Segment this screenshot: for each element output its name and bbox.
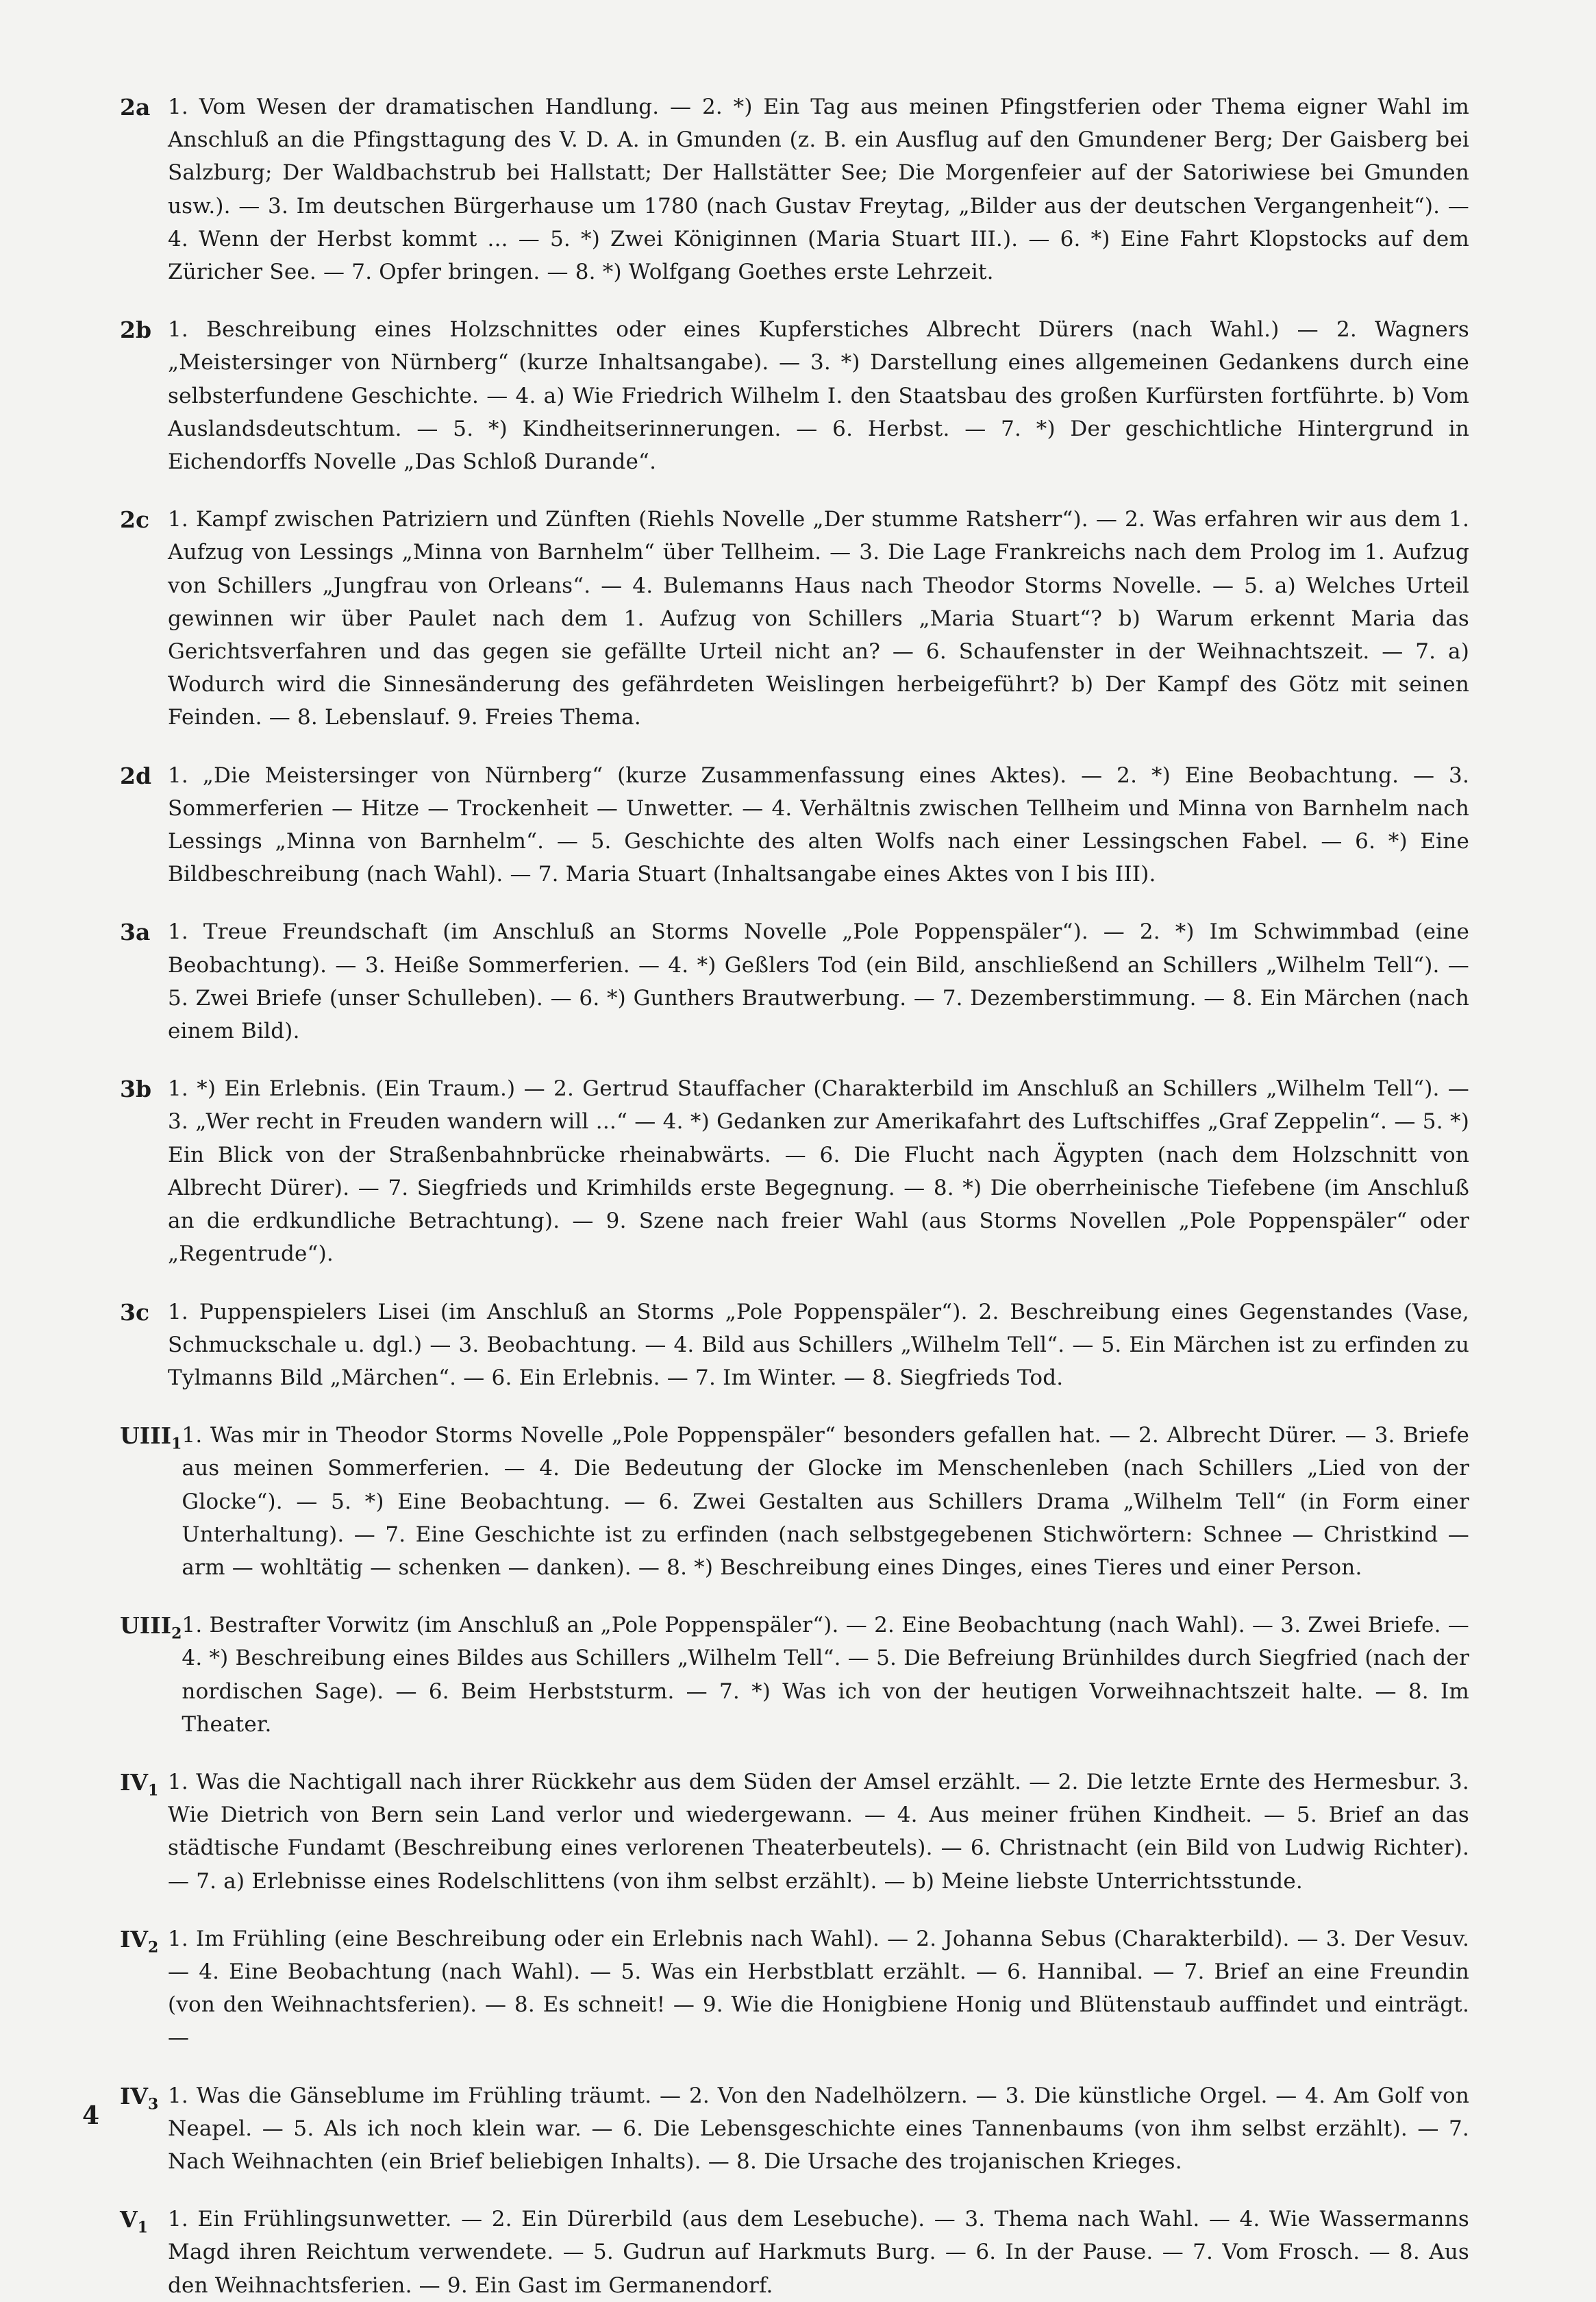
entry-text: 1. *) Ein Erlebnis. (Ein Traum.) — 2. Gertrud Stauffacher (Charakterbild im Anschluß an Schillers „Wilhelm Tell“). — 3. „Wer recht in Freuden wandern will ...“ — 4. *) Gedanken zur Amerikafahrt des Luftschiffes „Graf Zeppelin“. — 5. *) Ein Blick von der Straßenbahnbrücke rheinabwärts. — 6. Die Flucht nach Ägypten (nach dem Holzschnitt von Albrecht Dürer). — 7. Siegfrieds und Krimhilds erste Begegnung. — 8. *) Die oberrheinische Tiefebene (im Anschluß an die erdkundliche Betrachtung). — 9. Szene nach freier Wahl (aus Storms Novellen „Pole Poppenspäler“ oder „Regentrude“). [168,1076,1469,1267]
entry-iv-1 [120,1766,1469,1898]
entry-text: 1. „Die Meistersinger von Nürnberg“ (kurze Zusammenfassung eines Aktes). — 2. *) Eine Beobachtung. — 3. Sommerferien — Hitze — Trockenheit — Unwetter. — 4. Verhältnis zwischen Tellheim und Minna von Barnhelm nach Lessings „Minna von Barnhelm“. — 5. Geschichte des alten Wolfs nach einer Lessingschen Fabel. — 6. *) Eine Bildbeschreibung (nach Wahl). — 7. Maria Stuart (Inhaltsangabe eines Aktes von I bis III). [168,763,1469,887]
entry-text: 1. Bestrafter Vorwitz (im Anschluß an „Pole Poppenspäler“). — 2. Eine Beobachtung (nach Wahl). — 3. Zwei Briefe. — 4. *) Beschreibung eines Bildes aus Schillers „Wilhelm Tell“. — 5. Die Befreiung Brünhildes durch Siegfried (nach der nordischen Sage). — 6. Beim Herbststurm. — 7. *) Was ich von der heutigen Vorweihnachtszeit halte. — 8. Im Theater. [182,1613,1469,1737]
entry-uiii-2 [120,1609,1469,1741]
entry-v-1 [120,2203,1469,2302]
class-label: $UIII_2$ [120,1612,182,1643]
entry-3c [120,1296,1469,1395]
entry-2d [120,759,1469,891]
entry-text: 1. Was die Gänseblume im Frühling träumt. — 2. Von den Nadelhölzern. — 3. Die künstliche Orgel. — 4. Am Golf von Neapel. — 5. Als ich noch klein war. — 6. Die Lebensgeschichte eines Tannenbaums (von ihm selbst erzählt). — 7. Nach Weihnachten (ein Brief beliebigen Inhalts). — 8. Die Ursache des trojanischen Krieges. [168,2083,1469,2174]
entry-2a [120,90,1469,288]
entry-text: 1. Was die Nachtigall nach ihrer Rückkehr aus dem Süden der Amsel erzählt. — 2. Die letzte Ernte des Hermesbur. 3. Wie Dietrich von Bern sein Land verlor und wiedergewann. — 4. Aus meiner frühen Kindheit. — 5. Brief an das städtische Fundamt (Beschreibung eines verlorenen Theaterbeutels). — 6. Christnacht (ein Bild von Ludwig Richter). — 7. a) Erlebnisse eines Rodelschlittens (von ihm selbst erzählt). — b) Meine liebste Unterrichtsstunde. [168,1769,1469,1894]
class-label: $IV_1$ [120,1768,159,1800]
entry-uiii-1 [120,1419,1469,1584]
class-label: 2b [120,317,152,344]
entry-iv-2 [120,1922,1469,2055]
entry-3b [120,1072,1469,1270]
entry-2c [120,503,1469,734]
entry-text: 1. Beschreibung eines Holzschnittes oder eines Kupferstiches Albrecht Dürers (nach Wahl.) — 2. Wagners „Meistersinger von Nürnberg“ (kurze Inhaltsangabe). — 3. *) Darstellung eines allgemeinen Gedankens durch eine selbsterfundene Geschichte. — 4. a) Wie Friedrich Wilhelm I. den Staatsbau des großen Kurfürsten fortführte. b) Vom Auslandsdeutschtum. — 5. *) Kindheitserinnerungen. — 6. Herbst. — 7. *) Der geschichtliche Hintergrund in Eichendorffs Novelle „Das Schloß Durande“. [168,317,1469,475]
class-label: $IV_3$ [120,2082,159,2114]
class-label: 2d [120,762,152,789]
entry-text: 1. Ein Frühlingsunwetter. — 2. Ein Dürerbild (aus dem Lesebuche). — 3. Thema nach Wahl. — 4. Wie Wassermanns Magd ihren Reichtum verwendete. — 5. Gudrun auf Harkmuts Burg. — 6. In der Pause. — 7. Vom Frosch. — 8. Aus den Weihnachtsferien. — 9. Ein Gast im Germanendorf. [168,2207,1469,2298]
entry-2b [120,313,1469,478]
entry-text: 1. Was mir in Theodor Storms Novelle „Pole Poppenspäler“ besonders gefallen hat. — 2. Albrecht Dürer. — 3. Briefe aus meinen Sommerferien. — 4. Die Bedeutung der Glocke im Menschenleben (nach Schillers „Lied von der Glocke“). — 5. *) Eine Beobachtung. — 6. Zwei Gestalten aus Schillers Drama „Wilhelm Tell“ (in Form einer Unterhaltung). — 7. Eine Geschichte ist zu erfinden (nach selbstgegebenen Stichwörtern: Schnee — Christkind — arm — wohltätig — schenken — danken). — 8. *) Beschreibung eines Dinges, eines Tieres und einer Person. [182,1423,1469,1580]
entry-text: 1. Treue Freundschaft (im Anschluß an Storms Novelle „Pole Poppenspäler“). — 2. *) Im Schwimmbad (eine Beobachtung). — 3. Heiße Sommerferien. — 4. *) Geßlers Tod (ein Bild, anschließend an Schillers „Wilhelm Tell“). — 5. Zwei Briefe (unser Schulleben). — 6. *) Gunthers Brautwerbung. — 7. Dezemberstimmung. — 8. Ein Märchen (nach einem Bild). [168,919,1469,1044]
class-label: $UIII_1$ [120,1422,182,1453]
page-number: 4 [82,2101,100,2130]
entry-3a [120,915,1469,1048]
class-label: 2c [120,506,150,534]
class-label: 3c [120,1298,150,1326]
class-label: 3a [120,919,151,946]
essay-topic-list [120,74,1469,2302]
entry-text: 1. Puppenspielers Lisei (im Anschluß an Storms „Pole Poppenspäler“). 2. Beschreibung eines Gegenstandes (Vase, Schmuckschale u. dgl.) — 3. Beobachtung. — 4. Bild aus Schillers „Wilhelm Tell“. — 5. Ein Märchen ist zu erfinden zu Tylmanns Bild „Märchen“. — 6. Ein Erlebnis. — 7. Im Winter. — 8. Siegfrieds Tod. [168,1299,1469,1390]
entry-text: 1. Vom Wesen der dramatischen Handlung. — 2. *) Ein Tag aus meinen Pfingstferien oder Thema eigner Wahl im Anschluß an die Pfingsttagung des V. D. A. in Gmunden (z. B. ein Ausflug auf den Gmundener Berg; Der Gaisberg bei Salzburg; Der Waldbachstrub bei Hallstatt; Der Hallstätter See; Die Morgenfeier auf der Satoriwiese bei Gmunden usw.). — 3. Im deutschen Bürgerhause um 1780 (nach Gustav Freytag, „Bilder aus der deutschen Vergangenheit“). — 4. Wenn der Herbst kommt ... — 5. *) Zwei Königinnen (Maria Stuart III.). — 6. *) Eine Fahrt Klopstocks auf dem Züricher See. — 7. Opfer bringen. — 8. *) Wolfgang Goethes erste Lehrzeit. [168,95,1469,285]
entry-text: 1. Im Frühling (eine Beschreibung oder ein Erlebnis nach Wahl). — 2. Johanna Sebus (Charakterbild). — 3. Der Vesuv. — 4. Eine Beobachtung (nach Wahl). — 5. Was ein Herbstblatt erzählt. — 6. Hannibal. — 7. Brief an eine Freundin (von den Weihnachtsferien). — 8. Es schneit! — 9. Wie die Honigbiene Honig und Blütenstaub auffindet und einträgt. — [168,1926,1469,2051]
class-label: $IV_2$ [120,1925,159,1957]
entry-iv-3 [120,2079,1469,2179]
class-label: 3b [120,1076,152,1103]
class-label: $V_1$ [120,2206,148,2237]
entry-text: 1. Kampf zwischen Patriziern und Zünften (Riehls Novelle „Der stumme Ratsherr“). — 2. Was erfahren wir aus dem 1. Aufzug von Lessings „Minna von Barnhelm“ über Tellheim. — 3. Die Lage Frankreichs nach dem Prolog im 1. Aufzug von Schillers „Jungfrau von Orleans“. — 4. Bulemanns Haus nach Theodor Storms Novelle. — 5. a) Welches Urteil gewinnen wir über Paulet nach dem 1. Aufzug von Schillers „Maria Stuart“? b) Warum erkennt Maria das Gerichtsverfahren und das gegen sie gefällte Urteil nicht an? — 6. Schaufenster in der Weihnachtszeit. — 7. a) Wodurch wird die Sinnesänderung des gefährdeten Weislingen herbeigeführt? b) Der Kampf des Götz mit seinen Feinden. — 8. Lebenslauf. 9. Freies Thema. [168,507,1469,730]
class-label: 2a [120,94,151,121]
